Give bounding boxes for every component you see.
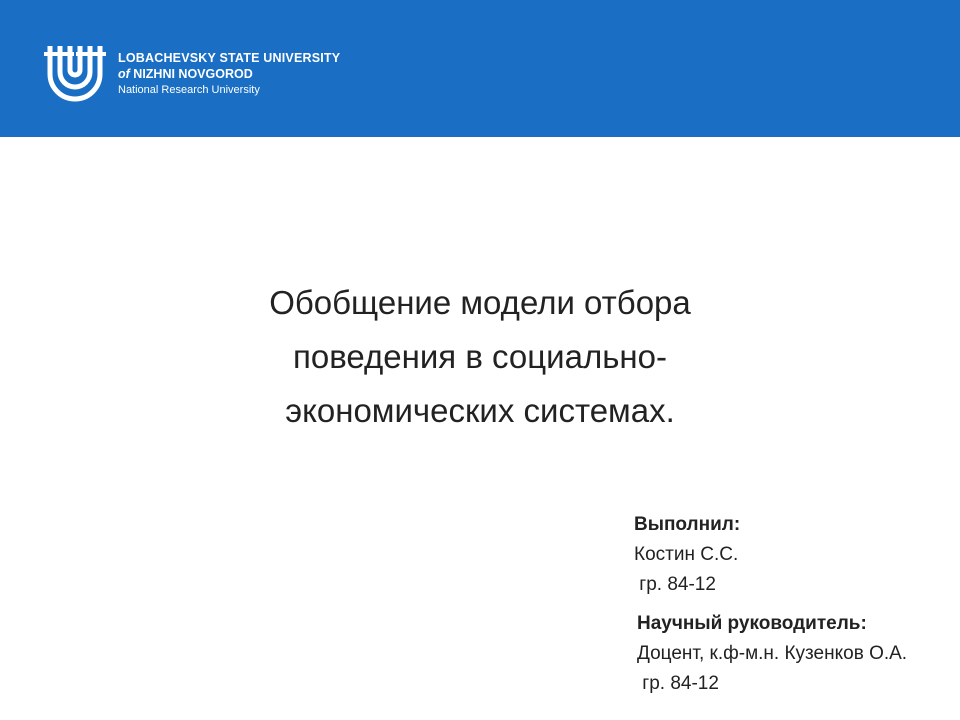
university-logo-text <box>118 50 340 98</box>
header-bar <box>0 0 960 137</box>
supervisor-name: Доцент, к.ф-м.н. Кузенков О.А. <box>637 643 908 664</box>
supervisor-block <box>637 609 907 699</box>
supervisor-label: Научный руководитель: <box>637 613 867 634</box>
title-line-1: Обобщение модели отбора <box>269 284 691 321</box>
title-line-2: поведения в социально- <box>293 338 667 375</box>
title-line-3: экономических системах. <box>285 392 675 429</box>
logo-line-2 <box>118 66 340 82</box>
slide-title <box>180 276 780 438</box>
supervisor-group: гр. 84-12 <box>637 673 719 694</box>
logo-line-2-prefix: of <box>118 67 130 81</box>
author-block <box>634 510 740 600</box>
author-name: Костин С.С. <box>634 544 739 565</box>
university-logo-icon <box>42 40 108 104</box>
author-group: гр. 84-12 <box>634 574 716 595</box>
logo-line-3: National Research University <box>118 84 260 96</box>
logo-line-2-rest: NIZHNI NOVGOROD <box>133 67 253 81</box>
logo-line-1: LOBACHEVSKY STATE UNIVERSITY <box>118 51 341 65</box>
author-label: Выполнил: <box>634 514 741 535</box>
